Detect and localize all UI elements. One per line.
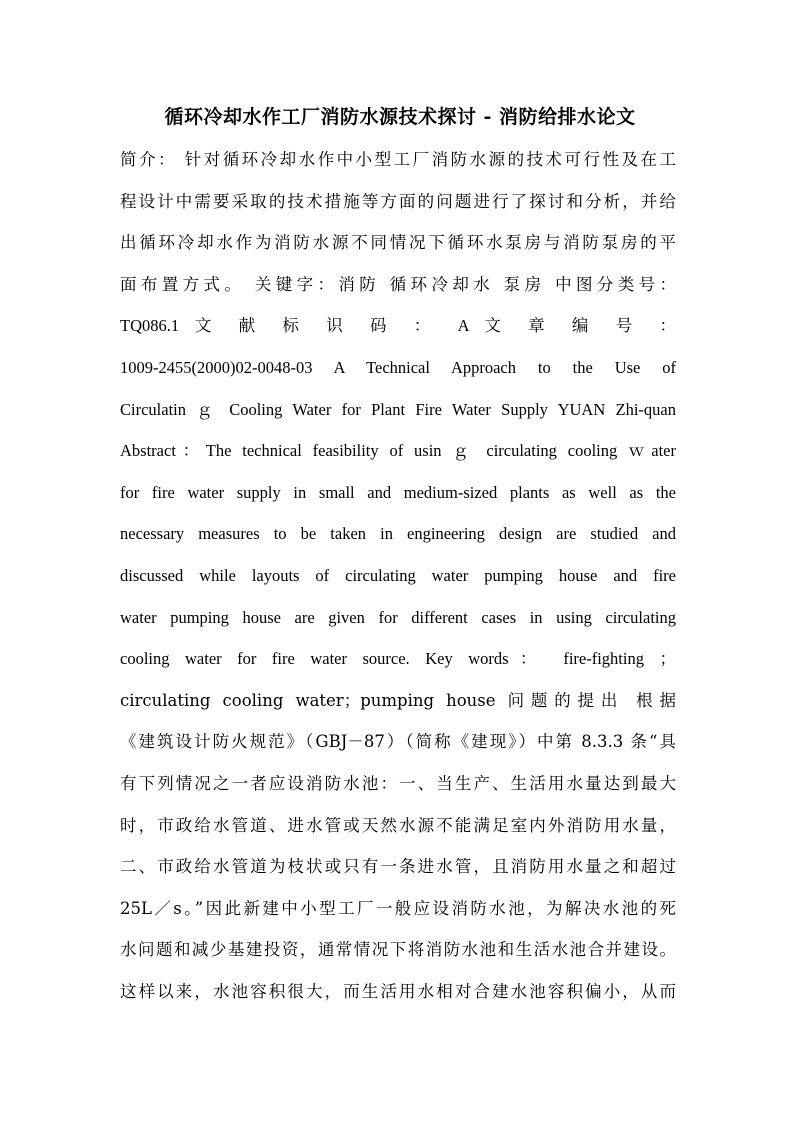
text-line: 有下列情况之一者应设消防水池：一、当生产、生活用水量达到最大 bbox=[120, 773, 676, 793]
text-line: 这样以来，水池容积很大，而生活用水相对合建水池容积偏小，从而 bbox=[120, 981, 676, 1001]
text-line: 简介： 针对循环冷却水作中小型工厂消防水源的技术可行性及在工 bbox=[120, 150, 676, 169]
text-line: 程设计中需要采取的技术措施等方面的问题进行了探讨和分析，并给 bbox=[120, 191, 676, 211]
text-line: 1009-2455(2000)02-0048-03 A Technical Approach to the Use of bbox=[120, 357, 676, 377]
text-line: TQ086.1 文 献 标 识 码 ： A 文 章 编 号 ： bbox=[120, 316, 676, 336]
text-line: cooling water for fire water source. Key words： fire-fighting ； bbox=[120, 649, 676, 669]
text-line: necessary measures to be taken in engineering design are studied and bbox=[120, 524, 676, 544]
text-line: for fire water supply in small and medium-sized plants as well as the bbox=[120, 482, 676, 502]
document-body bbox=[120, 147, 676, 1020]
text-line: 二、市政给水管道为枝状或只有一条进水管，且消防用水量之和超过 bbox=[120, 857, 676, 877]
text-line: 面布置方式。 关键字：消防 循环冷却水 泵房 中图分类号： bbox=[120, 274, 676, 294]
document-title: 循环冷却水作工厂消防水源技术探讨 - 消防给排水论文 bbox=[164, 106, 636, 128]
text-line: 25L／s。”因此新建中小型工厂一般应设消防水池，为解决水池的死 bbox=[120, 898, 676, 918]
text-line: 《建筑设计防火规范》（GBJ－87）（简称《建现》）中第 8.3.3 条“具 bbox=[120, 732, 676, 752]
text-line: circulating cooling water；pumping house 问题的提出 根据 bbox=[120, 690, 676, 710]
text-line: 时，市政给水管道、进水管或天然水源不能满足室内外消防用水量， bbox=[120, 815, 676, 835]
text-line: Circulatin ｇ Cooling Water for Plant Fire Water Supply YUAN Zhi-quan bbox=[120, 399, 676, 419]
text-line: Abstract：The technical feasibility of usin ｇ circulating cooling ｗater bbox=[120, 441, 676, 461]
text-line: 水问题和减少基建投资，通常情况下将消防水池和生活水池合并建设。 bbox=[120, 940, 676, 960]
text-line: discussed while layouts of circulating water pumping house and fire bbox=[120, 565, 676, 585]
text-line: water pumping house are given for different cases in using circulating bbox=[120, 607, 676, 627]
text-line: 出循环冷却水作为消防水源不同情况下循环水泵房与消防泵房的平 bbox=[120, 233, 676, 253]
